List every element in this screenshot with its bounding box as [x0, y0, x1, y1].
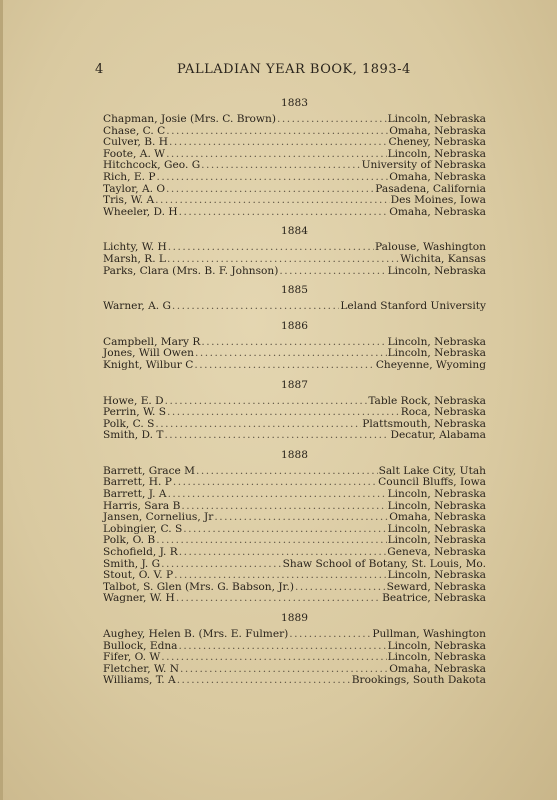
leader-dots: [166, 184, 374, 196]
alumni-entry: [103, 266, 486, 278]
alumni-name: Chapman, Josie (Mrs. C. Brown): [103, 113, 276, 125]
alumni-name: Parks, Clara (Mrs. B. F. Johnson): [103, 264, 279, 277]
year-heading: 1888: [281, 448, 308, 461]
alumni-entry: [103, 593, 486, 605]
year-section: [103, 97, 486, 218]
year-heading: 1885: [281, 284, 308, 297]
alumni-entry: [103, 301, 486, 313]
year-section: [103, 379, 486, 442]
alumni-entry: [103, 207, 486, 219]
alumni-location: Omaha, Nebraska: [389, 170, 486, 183]
alumni-entry: [103, 489, 486, 501]
year-heading: 1883: [281, 97, 308, 109]
alumni-name: Taylor, A. O: [103, 182, 166, 195]
alumni-name: Howe, E. D: [103, 394, 164, 407]
alumni-location: Lincoln, Nebraska: [387, 113, 486, 125]
alumni-entry: [103, 547, 486, 559]
leader-dots: [194, 360, 374, 372]
alumni-location: Beatrice, Nebraska: [382, 592, 486, 605]
alumni-name: Aughey, Helen B. (Mrs. E. Fulmer): [103, 628, 289, 640]
leader-dots: [172, 301, 339, 313]
leader-dots: [183, 524, 386, 536]
leader-dots: [176, 593, 381, 605]
leader-dots: [179, 641, 387, 653]
alumni-name: Barrett, H. P: [103, 476, 172, 489]
alumni-list: [103, 92, 486, 694]
leader-dots: [168, 489, 387, 501]
alumni-name: Polk, C. S: [103, 417, 155, 430]
alumni-name: Polk, O. B: [103, 534, 156, 547]
alumni-location: Decatur, Alabama: [390, 429, 486, 442]
alumni-name: Rich, E. P: [103, 170, 156, 183]
alumni-name: Warner, A. G: [103, 300, 171, 313]
alumni-name: Culver, B. H: [103, 136, 168, 149]
alumni-location: Wichita, Kansas: [400, 252, 486, 265]
leader-dots: [166, 126, 388, 138]
alumni-entry: [103, 195, 486, 207]
alumni-location: Omaha, Nebraska: [389, 205, 486, 218]
alumni-entry: [103, 629, 486, 641]
leader-dots: [156, 535, 386, 547]
alumni-location: Des Moines, Iowa: [390, 194, 486, 207]
alumni-name: Williams, T. A: [103, 674, 176, 687]
leader-dots: [155, 419, 361, 431]
alumni-name: Lichty, W. H: [103, 241, 167, 254]
alumni-location: Lincoln, Nebraska: [387, 147, 486, 160]
alumni-name: Bullock, Edna: [103, 639, 178, 652]
alumni-entry: [103, 430, 486, 442]
leader-dots: [277, 114, 387, 126]
leader-dots: [167, 254, 399, 266]
year-heading: 1884: [281, 225, 308, 238]
alumni-location: Lincoln, Nebraska: [387, 335, 486, 348]
leader-dots: [156, 172, 388, 184]
alumni-location: Lincoln, Nebraska: [387, 488, 486, 501]
leader-dots: [167, 407, 400, 419]
alumni-location: Roca, Nebraska: [400, 406, 486, 419]
alumni-name: Perrin, W. S: [103, 406, 167, 419]
alumni-name: Tris, W. A: [103, 194, 155, 207]
alumni-location: Omaha, Nebraska: [389, 662, 486, 675]
alumni-location: Pullman, Washington: [372, 628, 486, 640]
alumni-name: Jansen, Cornelius, Jr: [103, 511, 214, 524]
alumni-name: Fifer, O. W: [103, 651, 161, 664]
year-heading: 1886: [281, 319, 308, 332]
leader-dots: [173, 477, 377, 489]
alumni-location: University of Nebraska: [361, 159, 486, 172]
alumni-name: Lobingier, C. S: [103, 522, 183, 535]
alumni-location: Brookings, South Dakota: [351, 674, 486, 687]
leader-dots: [165, 396, 368, 408]
alumni-name: Chase, C. C: [103, 124, 166, 137]
leader-dots: [161, 559, 282, 571]
leader-dots: [196, 466, 378, 478]
alumni-location: Seward, Nebraska: [386, 580, 486, 593]
alumni-location: Lincoln, Nebraska: [387, 639, 486, 652]
alumni-name: Knight, Wilbur C: [103, 358, 194, 371]
alumni-location: Lincoln, Nebraska: [387, 499, 486, 512]
leader-dots: [179, 207, 389, 219]
alumni-location: Omaha, Nebraska: [389, 511, 486, 524]
alumni-name: Barrett, J. A: [103, 488, 167, 501]
running-title: PALLADIAN YEAR BOOK, 1893-4: [177, 62, 411, 77]
alumni-entry: [103, 407, 486, 419]
alumni-name: Campbell, Mary R: [103, 335, 201, 348]
page-header: [95, 62, 487, 82]
page-number: 4: [95, 62, 104, 77]
alumni-entry: [103, 172, 486, 184]
alumni-entry: [103, 254, 486, 266]
alumni-location: Cheney, Nebraska: [388, 136, 486, 149]
alumni-location: Lincoln, Nebraska: [387, 522, 486, 535]
alumni-location: Cheyenne, Wyoming: [375, 358, 486, 371]
leader-dots: [161, 652, 386, 664]
leader-dots: [177, 675, 351, 687]
leader-dots: [279, 266, 386, 278]
alumni-name: Wagner, W. H: [103, 592, 175, 605]
leader-dots: [169, 137, 388, 149]
leader-dots: [214, 512, 388, 524]
alumni-location: Palouse, Washington: [375, 241, 486, 254]
leader-dots: [201, 337, 386, 349]
alumni-location: Leland Stanford University: [340, 300, 486, 313]
alumni-location: Lincoln, Nebraska: [387, 569, 486, 582]
alumni-location: Council Bluffs, Iowa: [378, 476, 486, 489]
year-heading: 1889: [281, 612, 308, 624]
alumni-name: Barrett, Grace M: [103, 464, 196, 477]
alumni-name: Smith, J. G: [103, 557, 161, 570]
alumni-location: Lincoln, Nebraska: [387, 534, 486, 547]
leader-dots: [289, 629, 371, 641]
alumni-entry: [103, 360, 486, 372]
alumni-name: Foote, A. W: [103, 147, 166, 160]
alumni-name: Smith, D. T: [103, 429, 164, 442]
year-section: [103, 612, 486, 687]
leader-dots: [195, 348, 387, 360]
alumni-entry: [103, 114, 486, 126]
alumni-name: Jones, Will Owen: [103, 347, 194, 360]
alumni-location: Omaha, Nebraska: [389, 124, 486, 137]
alumni-location: Geneva, Nebraska: [387, 546, 486, 559]
leader-dots: [179, 547, 386, 559]
leader-dots: [295, 582, 386, 594]
alumni-name: Stout, O. V. P: [103, 569, 174, 582]
leader-dots: [168, 242, 374, 254]
alumni-location: Salt Lake City, Utah: [378, 464, 486, 477]
alumni-location: Shaw School of Botany, St. Louis, Mo.: [282, 557, 486, 570]
alumni-location: Pasadena, California: [375, 182, 486, 195]
alumni-name: Fletcher, W. N: [103, 662, 179, 675]
alumni-name: Wheeler, D. H: [103, 205, 178, 218]
year-heading: 1887: [281, 378, 308, 391]
alumni-location: Lincoln, Nebraska: [387, 347, 486, 360]
year-section: [103, 320, 486, 372]
alumni-entry: [103, 675, 486, 687]
alumni-name: Hitchcock, Geo. G: [103, 159, 201, 172]
alumni-location: Lincoln, Nebraska: [387, 651, 486, 664]
leader-dots: [164, 430, 389, 442]
alumni-location: Table Rock, Nebraska: [368, 394, 486, 407]
alumni-name: Marsh, R. L: [103, 252, 166, 265]
year-section: [103, 284, 486, 313]
year-section: [103, 449, 486, 605]
leader-dots: [201, 160, 360, 172]
leader-dots: [155, 195, 389, 207]
alumni-name: Schofield, J. R: [103, 546, 178, 559]
alumni-location: Lincoln, Nebraska: [387, 264, 486, 277]
year-section: [103, 225, 486, 277]
alumni-name: Harris, Sara B: [103, 499, 181, 512]
alumni-location: Plattsmouth, Nebraska: [362, 417, 486, 430]
alumni-name: Talbot, S. Glen (Mrs. G. Babson, Jr.): [103, 580, 294, 593]
